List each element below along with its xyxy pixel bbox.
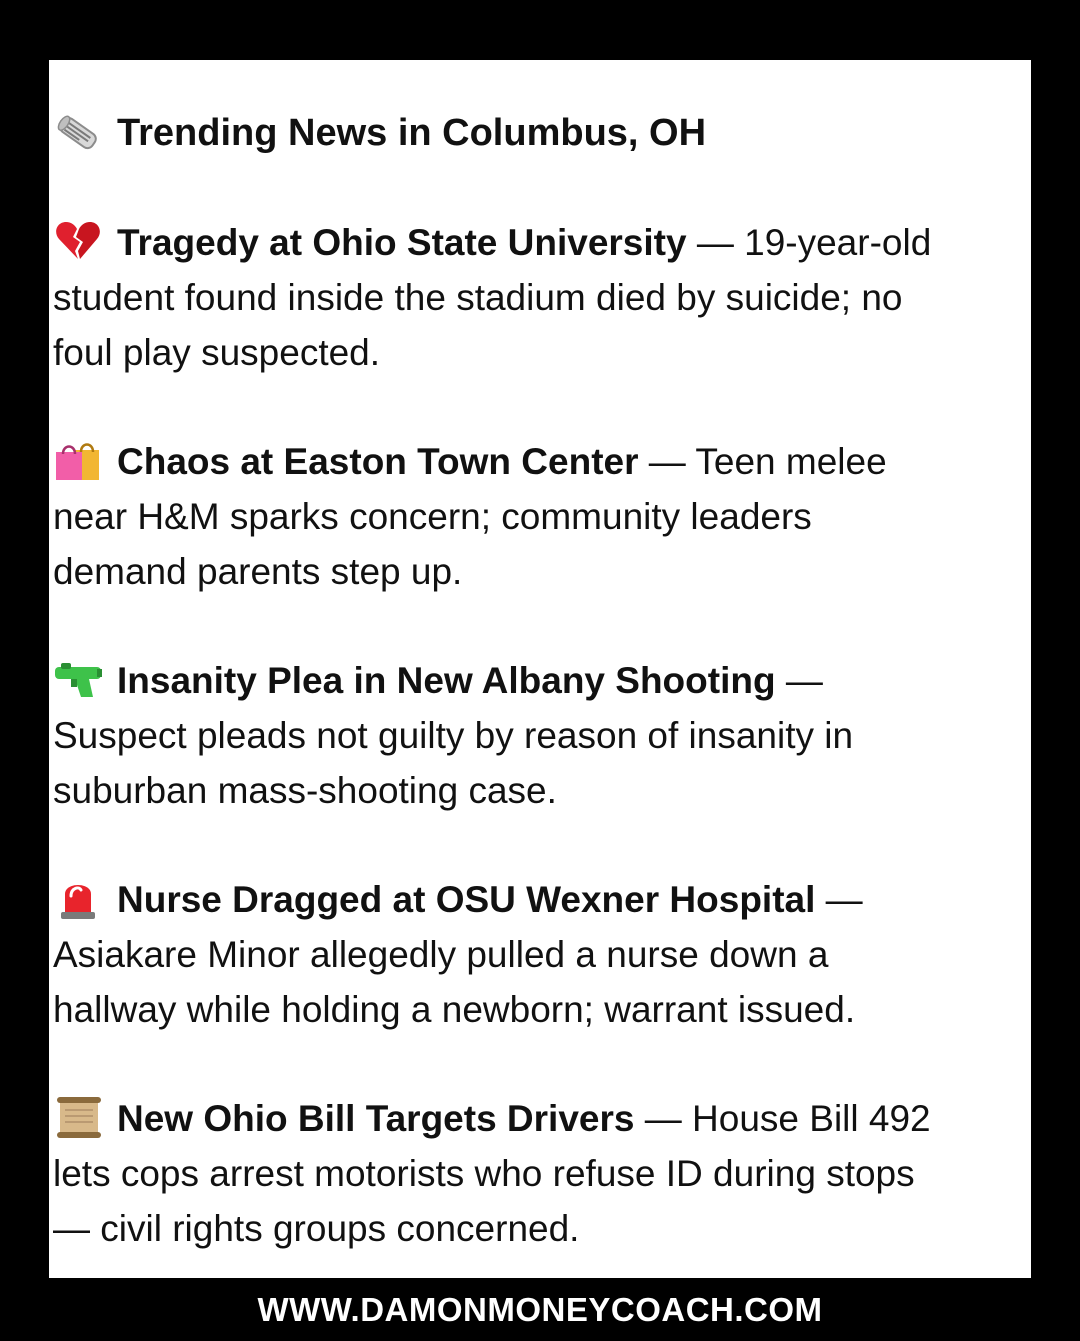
story-headline: Nurse Dragged at OSU Wexner Hospital (117, 879, 816, 920)
scroll-icon (53, 1095, 103, 1139)
story-item (53, 872, 943, 1037)
story-body: — Teen melee near H&M sparks concern; community leaders demand parents step up. (53, 441, 887, 592)
page-title (53, 108, 706, 158)
broken-heart-icon (53, 219, 103, 263)
story-body: — Suspect pleads not guilty by reason of insanity in suburban mass-shooting case. (53, 660, 854, 811)
story-body: — 19-year-old student found inside the stadium died by suicide; no foul play suspected. (53, 222, 932, 373)
story-headline: New Ohio Bill Targets Drivers (117, 1098, 635, 1139)
police-light-icon (53, 876, 103, 920)
story-item (53, 1091, 943, 1256)
story-item (53, 215, 943, 380)
story-item (53, 653, 943, 818)
story-headline: Chaos at Easton Town Center (117, 441, 639, 482)
story-headline: Tragedy at Ohio State University (117, 222, 687, 263)
story-item (53, 434, 943, 599)
water-pistol-icon (53, 657, 103, 701)
story-body: — Asiakare Minor allegedly pulled a nurse down a hallway while holding a newborn; warrant issued. (53, 879, 863, 1030)
page-title-text: Trending News in Columbus, OH (117, 112, 707, 154)
footer-url: WWW.DAMONMONEYCOACH.COM (257, 1291, 823, 1328)
story-body: — House Bill 492 lets cops arrest motorists who refuse ID during stops — civil rights groups concerned. (53, 1098, 931, 1249)
shopping-bags-icon (53, 438, 103, 482)
newspaper-icon (53, 111, 103, 155)
story-headline: Insanity Plea in New Albany Shooting (117, 660, 776, 701)
